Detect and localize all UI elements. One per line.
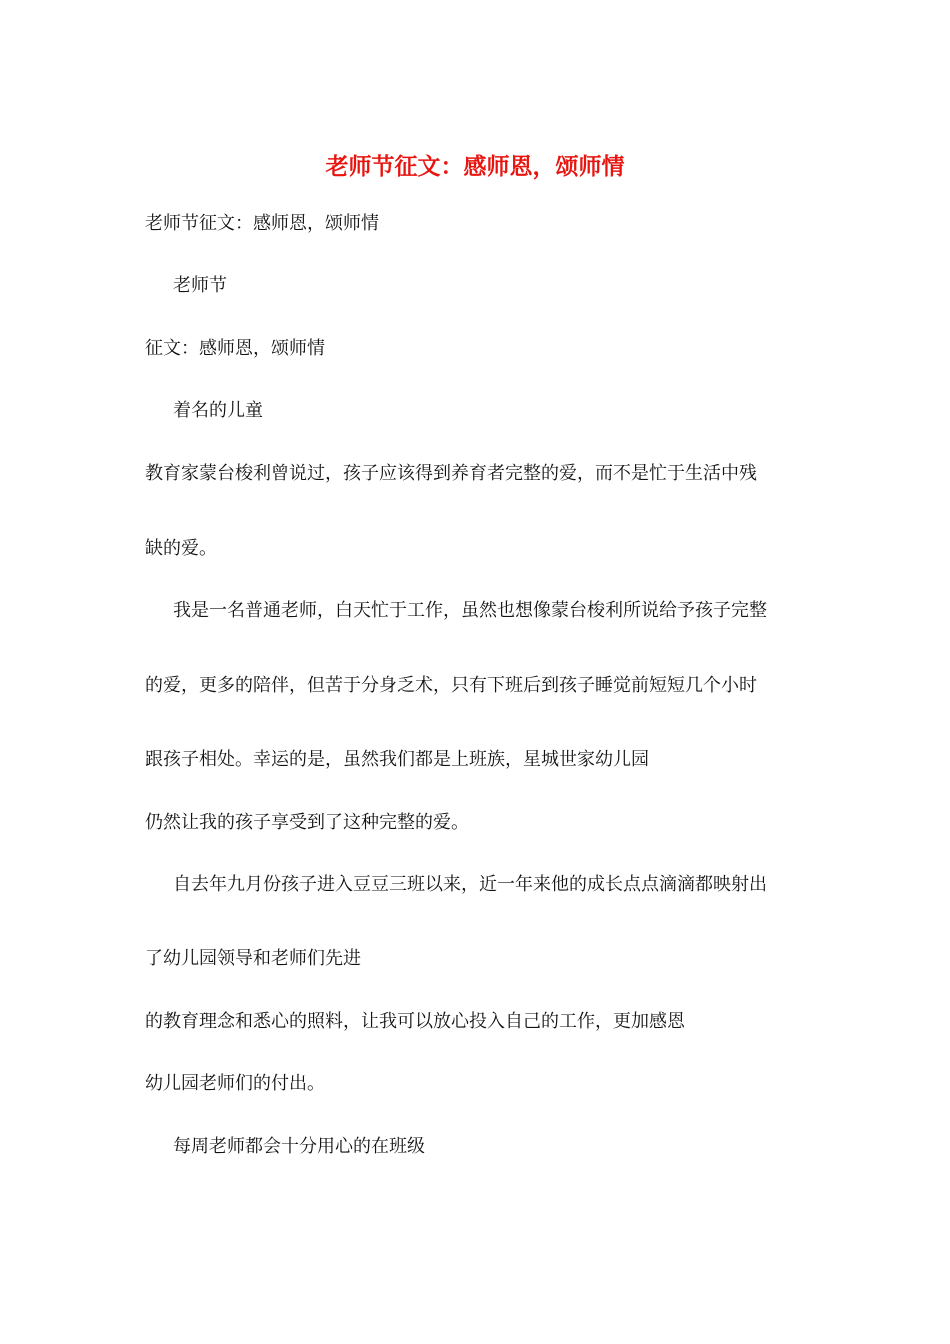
text-line: 着名的儿童 <box>173 400 263 421</box>
text-line: 跟孩子相处。幸运的是，虽然我们都是上班族，星城世家幼儿园 <box>145 749 649 770</box>
text-line: 教育家蒙台梭利曾说过，孩子应该得到养育者完整的爱，而不是忙于生活中残 <box>145 463 757 484</box>
text-line: 缺的爱。 <box>145 538 217 559</box>
text-line: 征文：感师恩，颂师情 <box>145 338 325 359</box>
document-title: 老师节征文：感师恩，颂师情 <box>325 153 625 180</box>
text-line: 自去年九月份孩子进入豆豆三班以来，近一年来他的成长点点滴滴都映射出 <box>173 874 767 895</box>
text-line: 老师节征文：感师恩，颂师情 <box>145 213 379 234</box>
text-line: 幼儿园老师们的付出。 <box>145 1073 325 1094</box>
text-line: 仍然让我的孩子享受到了这种完整的爱。 <box>145 812 469 833</box>
text-line: 的爱，更多的陪伴，但苦于分身乏术，只有下班后到孩子睡觉前短短几个小时 <box>145 675 757 696</box>
text-line: 的教育理念和悉心的照料，让我可以放心投入自己的工作，更加感恩 <box>145 1011 685 1032</box>
text-line: 我是一名普通老师，白天忙于工作，虽然也想像蒙台梭利所说给予孩子完整 <box>173 600 767 621</box>
text-line: 每周老师都会十分用心的在班级 <box>173 1136 425 1157</box>
text-line: 老师节 <box>173 275 227 296</box>
text-line: 了幼儿园领导和老师们先进 <box>145 948 361 969</box>
